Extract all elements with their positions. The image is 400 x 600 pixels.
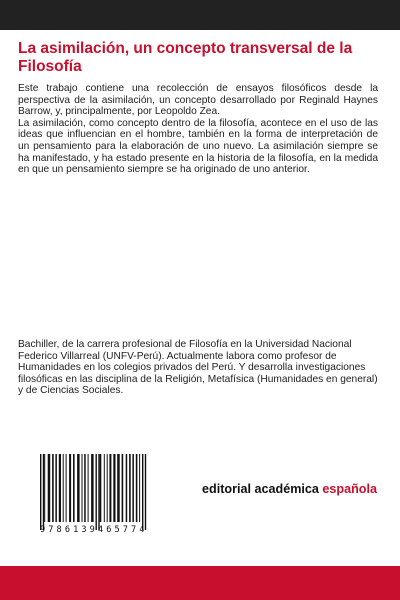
barcode-bar — [104, 454, 105, 522]
barcode-bar — [88, 454, 89, 522]
author-biography: Bachiller, de la carrera profesional de Filosofía en la Universidad Nacional Federico Villarreal (UNFV-Perú). Actualmente labora como profesor de Humanidades en los colegios privados del Perú. Y desarrolla investigaciones filosóficas en las disciplina de la Religión, Metafísica (Humanidades en general) y de Ciencias Sociales. — [18, 339, 378, 397]
barcode-bars — [30, 452, 192, 530]
publisher-logo-text — [202, 482, 377, 496]
barcode-bar — [48, 454, 51, 522]
description-paragraph-1: Este trabajo contiene una recolección de ensayos filosóficos desde la perspectiva de la asimilación, un concepto desarrollado por Reginald Haynes Barrow, y, principalmente, por Leopoldo Zea. — [18, 83, 378, 118]
barcode-bar — [63, 454, 64, 522]
barcode-guard-bar — [142, 454, 143, 530]
barcode-bar — [122, 454, 124, 522]
barcode-bar — [59, 454, 61, 522]
publisher-name-accent: española — [322, 482, 377, 496]
barcode-bar — [129, 454, 131, 522]
book-title: La asimilación, un concepto transversal de la Filosofía — [18, 40, 353, 75]
barcode-bar — [126, 454, 128, 522]
barcode-bar — [84, 454, 86, 522]
barcode-bar — [107, 454, 108, 522]
barcode-bar — [117, 454, 120, 522]
top-color-band — [0, 0, 400, 30]
book-description — [18, 83, 378, 176]
barcode-bar — [77, 454, 80, 522]
barcode-bar — [139, 454, 140, 522]
barcode-bar — [52, 454, 54, 522]
publisher-name-main: editorial académica — [202, 482, 323, 496]
isbn-number: 9786139465774 — [40, 525, 148, 535]
barcode-bar — [82, 454, 83, 522]
barcode-bar — [109, 454, 111, 522]
barcode-bar — [100, 454, 102, 522]
barcode-bar — [44, 454, 45, 522]
barcode-guard-bar — [43, 454, 44, 530]
barcode-bar — [136, 454, 138, 522]
barcode-guard-bar — [145, 454, 146, 530]
description-paragraph-2: La asimilación, como concepto dentro de la filosofía, acontece en el uso de las ideas que influencian en el hombre, también en la forma de interpretación de un pensamiento para la elaboración de uno nuevo. La asimilación siempre se ha manifestado, y ha estado presente en la historia de la filosofía, en la medida en que un pensamiento siempre se ha originado de uno anterior. — [18, 117, 378, 176]
barcode-bar — [73, 454, 75, 522]
barcode-bar — [69, 454, 71, 522]
bottom-color-band — [0, 566, 400, 600]
barcode-bar — [132, 454, 134, 522]
barcode-bar — [66, 454, 67, 522]
barcode-bar — [113, 454, 115, 522]
barcode-guard-bar — [96, 454, 97, 530]
barcode-bar — [91, 454, 94, 522]
barcode-guard-bar — [40, 454, 41, 530]
barcode-bar — [55, 454, 57, 522]
barcode-guard-bar — [98, 454, 99, 530]
